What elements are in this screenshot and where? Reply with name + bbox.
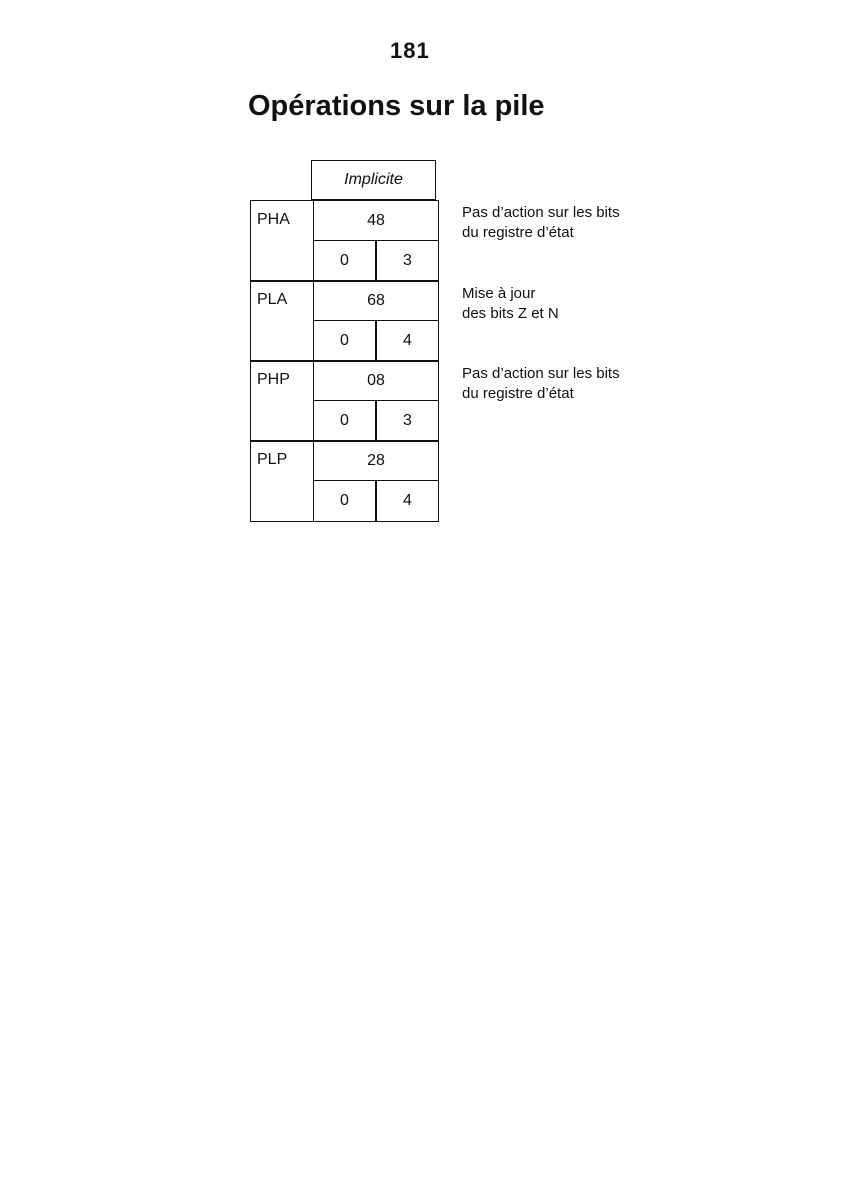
note-line: des bits Z et N: [462, 305, 559, 322]
note-php: [462, 364, 682, 404]
opcode-cell: 28: [313, 440, 439, 481]
table-row-pla: [250, 280, 439, 362]
mnemonic-cell: PHA: [250, 200, 314, 282]
bytes-cell: 0: [313, 400, 376, 442]
cycles-cell: 4: [376, 320, 439, 362]
cycles-cell: 3: [376, 240, 439, 282]
note-line: Pas d’action sur les bits: [462, 365, 620, 382]
opcode-cell: 68: [313, 280, 439, 321]
table-row-pha: [250, 200, 439, 282]
table-row-plp: [250, 440, 439, 522]
note-pha: [462, 203, 682, 243]
cycles-cell: 3: [376, 400, 439, 442]
note-line: du registre d’état: [462, 385, 574, 402]
mnemonic-cell: PHP: [250, 360, 314, 442]
bytes-cell: 0: [313, 480, 376, 522]
page-title: Opérations sur la pile: [248, 90, 545, 122]
mnemonic-cell: PLA: [250, 280, 314, 362]
addressing-mode-header: Implicite: [311, 160, 436, 200]
cycles-cell: 4: [376, 480, 439, 522]
bytes-cell: 0: [313, 320, 376, 362]
mnemonic-cell: PLP: [250, 440, 314, 522]
note-line: Pas d’action sur les bits: [462, 204, 620, 221]
opcode-cell: 08: [313, 360, 439, 401]
page-number: 181: [390, 38, 430, 63]
note-line: Mise à jour: [462, 285, 536, 302]
note-line: du registre d’état: [462, 224, 574, 241]
note-pla: [462, 284, 682, 324]
bytes-cell: 0: [313, 240, 376, 282]
opcode-cell: 48: [313, 200, 439, 241]
table-row-php: [250, 360, 439, 442]
